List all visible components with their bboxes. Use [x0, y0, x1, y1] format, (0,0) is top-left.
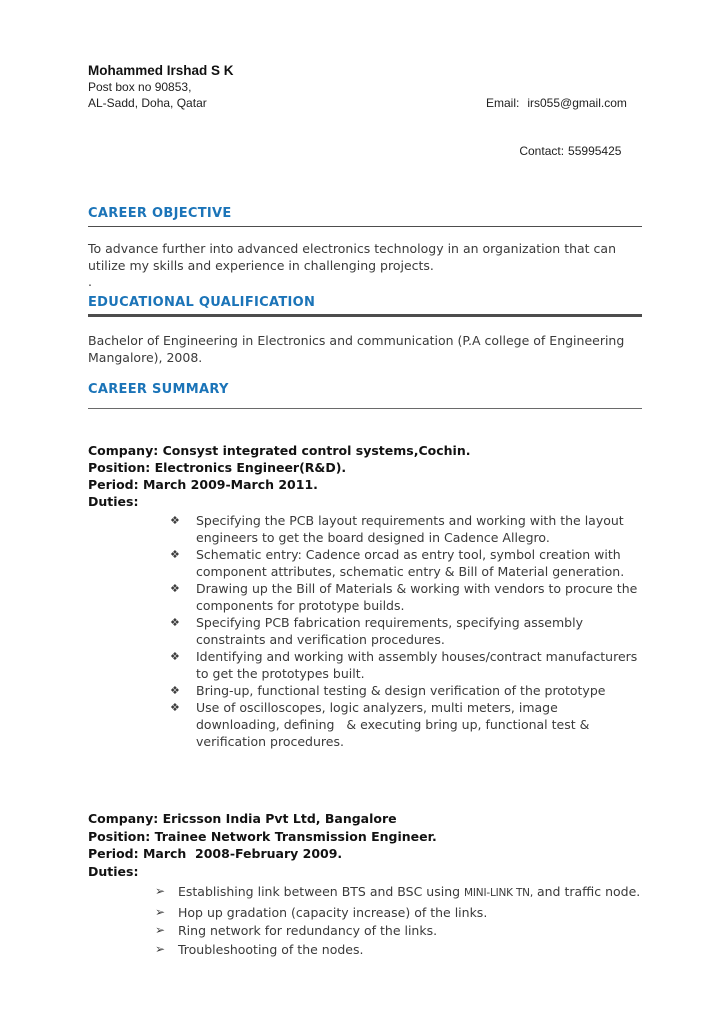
candidate-name: Mohammed Irshad S K: [88, 63, 234, 78]
diamond-bullet-icon: ❖: [170, 548, 180, 561]
duty-item: [155, 883, 642, 903]
job-block-consyst: [88, 442, 642, 750]
email-label: Email:: [486, 96, 520, 110]
email-row: [486, 63, 642, 127]
arrow-bullet-icon: ➢: [155, 884, 166, 898]
header: [88, 62, 642, 175]
duty-item: [170, 512, 642, 546]
header-identity: [88, 62, 486, 111]
job-duties-label: Duties:: [88, 863, 139, 879]
duty-text: Bring-up, functional testing & design verification of the prototype: [196, 683, 606, 698]
duty-item: [155, 922, 642, 940]
duty-item: [170, 648, 642, 682]
duty-text: Identifying and working with assembly houses/contract manufacturers to get the prototypes built.: [196, 649, 642, 681]
duty-text: Drawing up the Bill of Materials & working with vendors to procure the components for prototype builds.: [196, 581, 642, 613]
duties-list-consyst: [170, 512, 642, 750]
duty-item: [170, 580, 642, 614]
duty-text: Use of oscilloscopes, logic analyzers, multi meters, image downloading, defining & executing bring up, functional test & verification procedures.: [196, 700, 594, 749]
arrow-bullet-icon: ➢: [155, 923, 166, 937]
duty-text-pre: Establishing link between BTS and BSC using: [178, 884, 465, 899]
diamond-bullet-icon: ❖: [170, 684, 180, 697]
header-contact: [486, 62, 642, 175]
contact-value: 55995425: [568, 144, 622, 158]
email-value: irs055@gmail.com: [527, 96, 627, 110]
job-duties-label: Duties:: [88, 494, 139, 509]
duty-text: Ring network for redundancy of the links.: [178, 923, 438, 938]
career-objective-text: To advance further into advanced electronics technology in an organization that can utilize my skills and experience in challenging projects.: [88, 241, 620, 273]
section-title-educational-qualification: EDUCATIONAL QUALIFICATION: [88, 295, 642, 317]
duty-text: [178, 883, 642, 903]
duty-item: [170, 546, 642, 580]
address-line-2: AL-Sadd, Doha, Qatar: [88, 96, 207, 110]
duty-item: [155, 904, 642, 922]
diamond-bullet-icon: ❖: [170, 650, 180, 663]
duty-item: [155, 941, 642, 959]
job-position-line: Position: Electronics Engineer(R&D).: [88, 460, 347, 475]
duty-item: [170, 614, 642, 648]
duty-item: [170, 699, 642, 750]
diamond-bullet-icon: ❖: [170, 582, 180, 595]
stray-period: .: [88, 274, 92, 289]
section-title-career-summary: CAREER SUMMARY: [88, 382, 642, 409]
arrow-bullet-icon: ➢: [155, 941, 166, 956]
duties-list-ericsson: [155, 883, 642, 958]
job-period-line: Period: March 2008-February 2009.: [88, 846, 343, 861]
phone-row: [486, 127, 642, 175]
duty-text: Hop up gradation (capacity increase) of the links.: [178, 904, 488, 920]
job-position-line: Position: Trainee Network Transmission Engineer.: [88, 828, 437, 844]
job-period-line: Period: March 2009-March 2011.: [88, 477, 318, 492]
address-line-1: Post box no 90853,: [88, 80, 192, 94]
duty-text: Schematic entry: Cadence orcad as entry tool, symbol creation with component attributes, schematic entry & Bill of Material generation.: [196, 547, 625, 579]
mini-link-tn-text: MINI-LINK TN,: [464, 887, 533, 899]
job-company-line: Company: Ericsson India Pvt Ltd, Bangalore: [88, 811, 397, 826]
diamond-bullet-icon: ❖: [170, 514, 180, 527]
section-title-career-objective: CAREER OBJECTIVE: [88, 206, 642, 227]
duty-text: Troubleshooting of the nodes.: [178, 941, 364, 957]
diamond-bullet-icon: ❖: [170, 701, 180, 714]
job-block-ericsson: [88, 810, 642, 958]
duty-text: Specifying PCB fabrication requirements, specifying assembly constraints and verification procedures.: [196, 615, 587, 647]
diamond-bullet-icon: ❖: [170, 616, 180, 629]
contact-label: Contact:: [519, 144, 565, 158]
duty-item: [170, 682, 642, 699]
job-company-line: Company: Consyst integrated control systems,Cochin.: [88, 443, 471, 458]
duty-text: Specifying the PCB layout requirements and working with the layout engineers to get the board designed in Cadence Allegro.: [196, 513, 628, 545]
education-text: Bachelor of Engineering in Electronics and communication (P.A college of Engineering Mangalore), 2008.: [88, 333, 629, 365]
arrow-bullet-icon: ➢: [155, 904, 166, 919]
duty-text-post: and traffic node.: [532, 884, 641, 899]
